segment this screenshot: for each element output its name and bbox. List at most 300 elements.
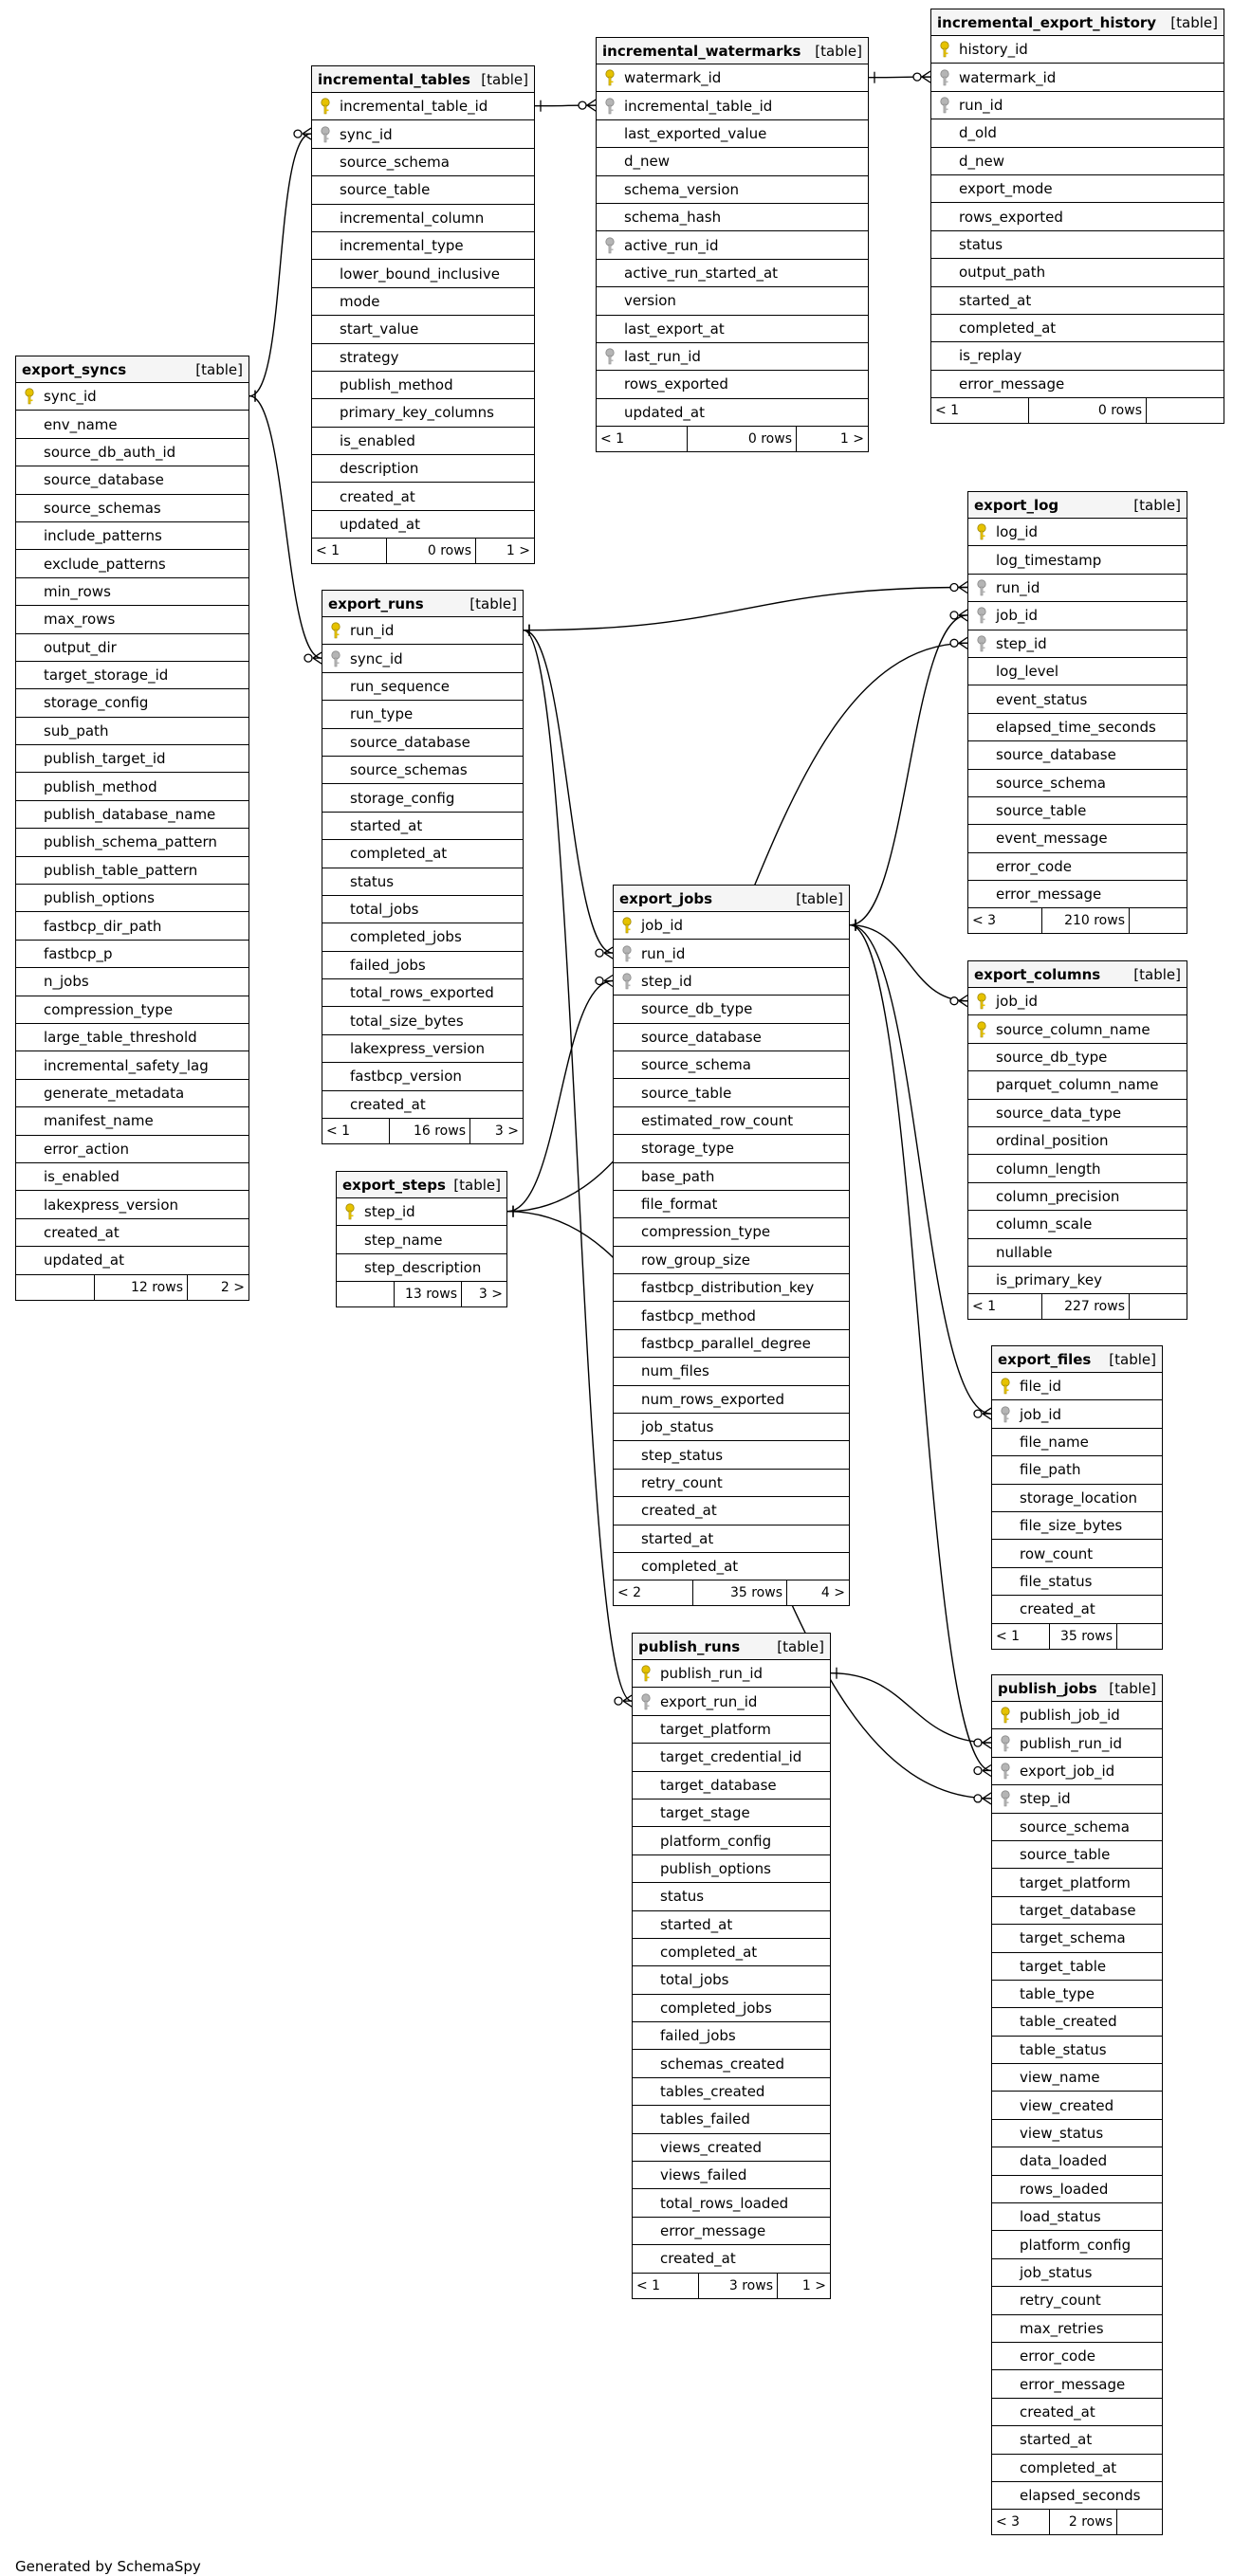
table-header[interactable] — [968, 961, 1187, 988]
table-name[interactable]: export_runs — [328, 594, 424, 612]
next-link[interactable] — [1130, 908, 1187, 933]
column-row[interactable] — [614, 1079, 849, 1106]
table-name[interactable]: incremental_export_history — [937, 13, 1157, 31]
column-name: lakexpress_version — [44, 1196, 179, 1214]
primary-key-icon — [312, 98, 338, 115]
column-name: target_database — [1020, 1901, 1136, 1919]
column-row[interactable] — [968, 797, 1187, 825]
column-row[interactable] — [614, 1470, 849, 1497]
column-row[interactable] — [597, 260, 868, 287]
column-name: total_rows_exported — [350, 984, 494, 1002]
column-row[interactable] — [633, 1688, 830, 1715]
column-row[interactable] — [614, 1024, 849, 1051]
column-row[interactable] — [968, 770, 1187, 797]
next-link[interactable]: 1 > — [839, 431, 864, 448]
column-row[interactable] — [614, 1274, 849, 1302]
table-export-log[interactable] — [967, 491, 1187, 934]
column-row[interactable] — [992, 2259, 1162, 2287]
column-row[interactable] — [633, 1660, 830, 1688]
table-header[interactable] — [931, 9, 1224, 36]
column-row[interactable] — [968, 988, 1187, 1015]
column-row[interactable] — [597, 176, 868, 204]
column-row[interactable] — [992, 1702, 1162, 1729]
table-name[interactable]: publish_runs — [638, 1637, 741, 1655]
column-row[interactable] — [968, 685, 1187, 713]
column-name: fastbcp_p — [44, 945, 113, 962]
column-row[interactable] — [992, 2370, 1162, 2398]
column-row[interactable] — [992, 1785, 1162, 1813]
column-row[interactable] — [614, 1414, 849, 1441]
column-name: created_at — [340, 487, 415, 505]
column-row[interactable] — [992, 1485, 1162, 1512]
column-row[interactable] — [312, 316, 534, 343]
column-name: total_jobs — [660, 1971, 729, 1989]
column-row[interactable] — [992, 2455, 1162, 2482]
relationship-export-jobs-to-export-log — [850, 615, 967, 925]
column-row[interactable] — [322, 1035, 523, 1063]
column-name: table_status — [1020, 2040, 1107, 2058]
column-row[interactable] — [992, 2231, 1162, 2258]
column-row[interactable] — [968, 1015, 1187, 1043]
column-row[interactable] — [992, 1925, 1162, 1952]
column-row[interactable] — [16, 522, 248, 550]
column-row[interactable] — [597, 287, 868, 315]
next-link[interactable] — [1117, 2510, 1162, 2534]
column-row[interactable] — [16, 634, 248, 662]
column-name: rows_loaded — [1020, 2180, 1109, 2198]
next-link[interactable] — [1117, 1624, 1162, 1649]
column-row[interactable] — [614, 1553, 849, 1580]
table-export-syncs[interactable] — [15, 356, 249, 1301]
column-row[interactable] — [968, 1183, 1187, 1211]
next-link[interactable] — [1130, 1294, 1187, 1319]
table-export-runs[interactable] — [322, 590, 524, 1144]
column-row[interactable] — [968, 881, 1187, 908]
column-row[interactable] — [322, 645, 523, 672]
column-row[interactable] — [633, 1883, 830, 1910]
column-row[interactable] — [597, 316, 868, 343]
column-row[interactable] — [312, 149, 534, 176]
next-link[interactable] — [1147, 398, 1224, 423]
column-row[interactable] — [322, 952, 523, 979]
column-row[interactable] — [322, 1007, 523, 1034]
column-name: manifest_name — [44, 1112, 154, 1130]
table-export-jobs[interactable] — [613, 885, 850, 1606]
column-row[interactable] — [633, 1855, 830, 1883]
column-row[interactable] — [931, 371, 1224, 398]
column-row[interactable] — [931, 92, 1224, 119]
zero-or-many-marker — [974, 1737, 991, 1748]
column-row[interactable] — [16, 495, 248, 522]
next-link[interactable]: 1 > — [801, 2277, 826, 2293]
column-row[interactable] — [968, 630, 1187, 658]
column-row[interactable] — [992, 2399, 1162, 2426]
column-row[interactable] — [992, 1814, 1162, 1841]
column-row[interactable] — [614, 996, 849, 1023]
column-row[interactable] — [931, 36, 1224, 64]
column-row[interactable] — [633, 1827, 830, 1854]
prev-link[interactable]: < 1 — [600, 431, 625, 448]
zero-or-many-marker — [950, 996, 967, 1007]
column-row[interactable] — [16, 968, 248, 996]
column-row[interactable] — [992, 1953, 1162, 1981]
column-row[interactable] — [312, 483, 534, 510]
column-row[interactable] — [16, 1107, 248, 1135]
prev-link[interactable] — [16, 1275, 94, 1300]
next-link[interactable]: 3 > — [478, 1287, 503, 1303]
column-row[interactable] — [16, 829, 248, 856]
table-name[interactable]: export_log — [974, 496, 1059, 514]
column-row[interactable] — [597, 148, 868, 175]
table-name[interactable]: export_columns — [974, 965, 1101, 983]
column-row[interactable] — [312, 511, 534, 539]
column-row[interactable] — [614, 1526, 849, 1553]
column-row[interactable] — [337, 1198, 506, 1226]
column-row[interactable] — [16, 912, 248, 940]
table-header[interactable] — [633, 1634, 830, 1660]
column-row[interactable] — [337, 1226, 506, 1253]
table-header[interactable] — [968, 492, 1187, 519]
column-row[interactable] — [614, 1497, 849, 1525]
next-link[interactable]: 1 > — [506, 543, 530, 559]
column-row[interactable] — [633, 2106, 830, 2133]
column-row[interactable] — [992, 2092, 1162, 2119]
column-row[interactable] — [16, 550, 248, 577]
table-header[interactable] — [992, 1346, 1162, 1373]
column-row[interactable] — [322, 617, 523, 645]
column-row[interactable] — [16, 578, 248, 606]
column-row[interactable] — [992, 2037, 1162, 2064]
column-row[interactable] — [992, 1429, 1162, 1456]
column-row[interactable] — [614, 1358, 849, 1385]
column-row[interactable] — [322, 840, 523, 868]
table-name[interactable]: export_files — [998, 1350, 1092, 1368]
column-name: watermark_id — [624, 69, 722, 87]
column-row[interactable] — [16, 689, 248, 717]
prev-link[interactable]: < 3 — [972, 913, 997, 929]
column-row[interactable] — [16, 773, 248, 800]
column-row[interactable] — [633, 1911, 830, 1939]
column-row[interactable] — [968, 1127, 1187, 1155]
column-row[interactable] — [614, 1330, 849, 1358]
column-row[interactable] — [633, 2162, 830, 2189]
table-export-steps[interactable] — [336, 1171, 507, 1307]
column-row[interactable] — [597, 399, 868, 427]
column-row[interactable] — [968, 1211, 1187, 1238]
column-row[interactable] — [931, 175, 1224, 203]
column-row[interactable] — [614, 1441, 849, 1469]
column-row[interactable] — [16, 996, 248, 1024]
column-row[interactable] — [322, 923, 523, 951]
column-row[interactable] — [968, 575, 1187, 602]
column-row[interactable] — [992, 1729, 1162, 1757]
column-row[interactable] — [992, 2343, 1162, 2370]
column-row[interactable] — [16, 1024, 248, 1051]
column-row[interactable] — [931, 315, 1224, 342]
table-header[interactable] — [597, 38, 868, 64]
column-row[interactable] — [633, 1744, 830, 1771]
column-row[interactable] — [312, 176, 534, 204]
prev-link[interactable]: < 3 — [996, 2514, 1021, 2530]
column-name: job_id — [1020, 1405, 1062, 1423]
column-row[interactable] — [992, 2203, 1162, 2231]
column-row[interactable] — [968, 1239, 1187, 1267]
table-header[interactable] — [614, 886, 849, 912]
table-name[interactable]: publish_jobs — [998, 1679, 1097, 1697]
column-row[interactable] — [931, 287, 1224, 315]
zero-or-many-marker — [596, 976, 613, 987]
column-row[interactable] — [312, 288, 534, 316]
column-row[interactable] — [992, 1568, 1162, 1596]
column-row[interactable] — [16, 1247, 248, 1274]
table-header[interactable] — [322, 591, 523, 617]
column-row[interactable] — [322, 1063, 523, 1090]
table-publish-jobs[interactable] — [991, 1674, 1163, 2535]
column-row[interactable] — [322, 784, 523, 812]
column-name: error_code — [996, 857, 1072, 875]
column-row[interactable] — [992, 1841, 1162, 1869]
column-row[interactable] — [931, 203, 1224, 230]
column-name: completed_at — [641, 1558, 739, 1576]
foreign-key-icon — [614, 973, 639, 990]
table-name[interactable]: export_steps — [342, 1176, 446, 1194]
column-row[interactable] — [16, 857, 248, 885]
column-name: mode — [340, 292, 380, 310]
column-row[interactable] — [312, 428, 534, 455]
column-row[interactable] — [968, 658, 1187, 685]
column-row[interactable] — [16, 662, 248, 689]
column-name: min_rows — [44, 582, 111, 600]
column-row[interactable] — [312, 93, 534, 120]
column-row[interactable] — [16, 718, 248, 745]
table-name[interactable]: incremental_watermarks — [602, 42, 801, 60]
column-row[interactable] — [597, 120, 868, 148]
next-link[interactable]: 3 > — [494, 1124, 519, 1140]
column-row[interactable] — [968, 825, 1187, 852]
column-row[interactable] — [633, 1939, 830, 1966]
column-row[interactable] — [16, 745, 248, 773]
column-row[interactable] — [992, 1897, 1162, 1925]
column-row[interactable] — [16, 1051, 248, 1079]
column-row[interactable] — [992, 1869, 1162, 1896]
column-row[interactable] — [614, 1247, 849, 1274]
column-row[interactable] — [16, 1163, 248, 1191]
column-row[interactable] — [633, 2245, 830, 2273]
column-row[interactable] — [992, 2008, 1162, 2036]
column-row[interactable] — [633, 2050, 830, 2077]
column-row[interactable] — [992, 2315, 1162, 2343]
column-row[interactable] — [312, 372, 534, 399]
column-name: storage_config — [350, 789, 455, 807]
primary-key-icon — [322, 622, 348, 639]
column-row[interactable] — [614, 1051, 849, 1079]
column-row[interactable] — [312, 120, 534, 148]
column-row[interactable] — [322, 673, 523, 701]
column-row[interactable] — [322, 868, 523, 896]
column-row[interactable] — [16, 411, 248, 438]
table-header[interactable] — [312, 66, 534, 93]
column-row[interactable] — [992, 1373, 1162, 1400]
column-row[interactable] — [614, 1107, 849, 1135]
column-row[interactable] — [337, 1254, 506, 1282]
column-name: step_id — [364, 1203, 415, 1221]
column-row[interactable] — [633, 1800, 830, 1827]
column-row[interactable] — [992, 1400, 1162, 1428]
column-row[interactable] — [992, 2064, 1162, 2092]
table-publish-runs[interactable] — [632, 1633, 831, 2299]
column-row[interactable] — [992, 1540, 1162, 1567]
column-row[interactable] — [992, 2287, 1162, 2314]
column-row[interactable] — [322, 701, 523, 728]
column-name: source_schemas — [44, 499, 161, 517]
column-row[interactable] — [931, 259, 1224, 286]
column-row[interactable] — [322, 729, 523, 757]
table-name[interactable]: export_syncs — [22, 360, 127, 378]
column-row[interactable] — [992, 2426, 1162, 2454]
column-row[interactable] — [16, 1219, 248, 1247]
column-row[interactable] — [597, 343, 868, 371]
column-name: num_rows_exported — [641, 1390, 785, 1408]
column-row[interactable] — [16, 439, 248, 466]
column-row[interactable] — [16, 383, 248, 411]
column-row[interactable] — [968, 1267, 1187, 1294]
column-row[interactable] — [614, 1386, 849, 1414]
column-row[interactable] — [992, 2482, 1162, 2510]
column-row[interactable] — [633, 2022, 830, 2050]
column-row[interactable] — [322, 813, 523, 840]
next-link[interactable]: 2 > — [220, 1279, 245, 1295]
column-name: column_precision — [996, 1187, 1120, 1205]
column-row[interactable] — [992, 2147, 1162, 2175]
column-row[interactable] — [597, 231, 868, 259]
column-row[interactable] — [322, 757, 523, 784]
column-row[interactable] — [968, 853, 1187, 881]
column-row[interactable] — [614, 1191, 849, 1218]
column-row[interactable] — [16, 801, 248, 829]
column-row[interactable] — [322, 896, 523, 923]
prev-link[interactable]: < 1 — [326, 1124, 351, 1140]
column-row[interactable] — [614, 1163, 849, 1191]
prev-link[interactable]: < 1 — [935, 403, 960, 419]
prev-link[interactable]: < 1 — [996, 1628, 1021, 1644]
column-row[interactable] — [931, 342, 1224, 370]
column-row[interactable] — [992, 2176, 1162, 2203]
column-row[interactable] — [322, 979, 523, 1007]
column-row[interactable] — [614, 1302, 849, 1329]
column-row[interactable] — [312, 232, 534, 260]
column-row[interactable] — [614, 968, 849, 996]
table-header[interactable] — [16, 356, 248, 383]
prev-link[interactable] — [337, 1282, 394, 1306]
column-row[interactable] — [992, 1596, 1162, 1623]
column-row[interactable] — [322, 1091, 523, 1119]
column-row[interactable] — [16, 941, 248, 968]
column-row[interactable] — [968, 519, 1187, 546]
table-incremental-watermarks[interactable] — [596, 37, 869, 452]
column-name: tables_failed — [660, 2110, 750, 2128]
prev-link[interactable]: < 1 — [636, 2277, 661, 2293]
column-row[interactable] — [16, 606, 248, 633]
column-row[interactable] — [597, 371, 868, 398]
column-row[interactable] — [633, 1995, 830, 2022]
column-name: last_export_at — [624, 320, 725, 338]
column-name: version — [624, 292, 676, 310]
column-name: d_old — [959, 124, 997, 142]
table-export-columns[interactable] — [967, 960, 1187, 1320]
prev-link[interactable]: < 1 — [972, 1299, 997, 1315]
column-row[interactable] — [597, 92, 868, 119]
column-row[interactable] — [968, 602, 1187, 630]
column-row[interactable] — [992, 1512, 1162, 1540]
column-row[interactable] — [614, 940, 849, 967]
column-row[interactable] — [968, 1155, 1187, 1182]
table-export-files[interactable] — [991, 1345, 1163, 1650]
column-row[interactable] — [968, 741, 1187, 769]
column-name: step_description — [364, 1258, 482, 1276]
prev-link[interactable]: < 2 — [617, 1585, 642, 1601]
column-row[interactable] — [633, 2218, 830, 2245]
column-row[interactable] — [992, 1981, 1162, 2008]
column-row[interactable] — [931, 231, 1224, 259]
table-header[interactable] — [337, 1172, 506, 1198]
column-row[interactable] — [931, 64, 1224, 91]
column-row[interactable] — [633, 2134, 830, 2162]
column-row[interactable] — [968, 1044, 1187, 1071]
column-row[interactable] — [992, 1758, 1162, 1785]
column-row[interactable] — [614, 912, 849, 940]
table-incremental-export-history[interactable] — [930, 9, 1224, 424]
column-name: incremental_safety_lag — [44, 1056, 209, 1074]
column-row[interactable] — [16, 1136, 248, 1163]
column-row[interactable] — [992, 2120, 1162, 2147]
column-row[interactable] — [16, 1080, 248, 1107]
column-row[interactable] — [931, 119, 1224, 147]
column-row[interactable] — [614, 1135, 849, 1162]
column-row[interactable] — [633, 1716, 830, 1744]
column-row[interactable] — [597, 204, 868, 231]
column-row[interactable] — [312, 399, 534, 427]
column-row[interactable] — [312, 260, 534, 287]
column-row[interactable] — [16, 466, 248, 494]
table-name[interactable]: export_jobs — [619, 889, 713, 907]
column-row[interactable] — [614, 1218, 849, 1246]
column-row[interactable] — [968, 714, 1187, 741]
column-row[interactable] — [312, 205, 534, 232]
table-header[interactable] — [992, 1675, 1162, 1702]
column-row[interactable] — [968, 1071, 1187, 1099]
column-row[interactable] — [633, 1772, 830, 1800]
column-row[interactable] — [312, 344, 534, 372]
table-incremental-tables[interactable] — [311, 65, 535, 564]
column-row[interactable] — [16, 1191, 248, 1218]
column-row[interactable] — [633, 2078, 830, 2106]
column-row[interactable] — [597, 64, 868, 92]
column-row[interactable] — [992, 1456, 1162, 1484]
column-row[interactable] — [633, 2189, 830, 2217]
column-name: completed_jobs — [350, 928, 462, 946]
prev-link[interactable]: < 1 — [316, 543, 340, 559]
column-row[interactable] — [931, 148, 1224, 175]
column-row[interactable] — [312, 455, 534, 483]
column-row[interactable] — [968, 546, 1187, 574]
column-row[interactable] — [968, 1100, 1187, 1127]
column-row[interactable] — [16, 885, 248, 912]
column-name: export_job_id — [1020, 1762, 1115, 1780]
column-row[interactable] — [633, 1966, 830, 1994]
table-name[interactable]: incremental_tables — [318, 70, 470, 88]
column-name: created_at — [660, 2250, 736, 2268]
next-link[interactable]: 4 > — [820, 1585, 845, 1601]
